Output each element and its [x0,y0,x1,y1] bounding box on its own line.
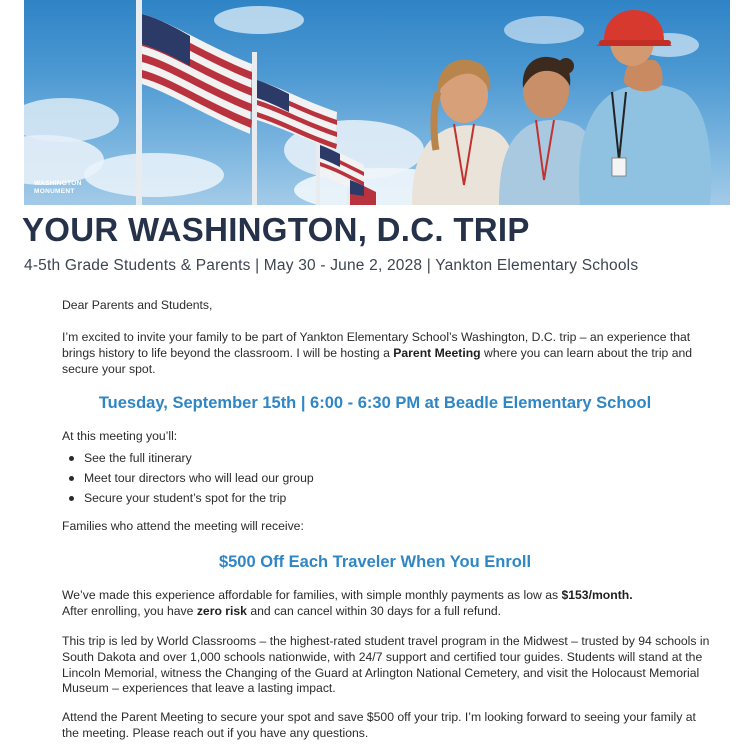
hero-photo [24,0,730,205]
payment-text-a: We’ve made this experience affordable for families, with simple monthly payments as low as [62,588,562,602]
program-paragraph: This trip is led by World Classrooms – the highest-rated student travel program in the Midwest – trusted by 94 schools in South Dakota and over 1,000 schools nationwide, with 24/7 support and certified tour guides. Students will stand at the Lincoln Memorial, witness the Changing of the Guard at Arlington National Cemetery, and visit the Holocaust Memorial Museum – experiences that leave a lasting impact. [62,634,710,696]
hero-caption-line1: WASHINGTON [34,180,82,187]
flags-and-students-illustration [24,0,730,205]
letter-intro [62,330,712,377]
letter-greeting: Dear Parents and Students, [62,298,213,312]
bullet-item: Secure your student’s spot for the trip [64,488,314,508]
payment-text-c: and can cancel within 30 days for a full refund. [246,603,502,618]
meeting-highlight: Tuesday, September 15th | 6:00 - 6:30 PM at Beadle Elementary School [98,394,652,412]
offer-highlight: $500 Off Each Traveler When You Enroll [218,553,532,571]
payment-paragraph [62,588,712,620]
bullet-item: See the full itinerary [64,448,314,468]
intro-text-a: I’m excited to invite your family to be part of Yankton Elementary School’s Washington, D.C. trip – an experience that brings history to life beyond the classroom. I will be hosting a [62,330,691,360]
hero-caption [34,180,82,195]
intro-text-b: where you can learn about the trip and secure your spot. [62,345,693,376]
hero-caption-line2: MONUMENT [34,187,75,195]
attend-lead: Families who attend the meeting will receive: [62,519,304,533]
meeting-bullet-list [64,448,314,509]
payment-text-b: After enrolling, you have [62,603,197,618]
closing-paragraph: Attend the Parent Meeting to secure your spot and save $500 off your trip. I’m looking forward to seeing your family at the meeting. Please reach out if you have any questions. [62,710,696,740]
payment-amount: $153/month. [561,588,633,602]
meeting-lead: At this meeting you’ll: [62,429,178,443]
page-subtitle: 4-5th Grade Students & Parents | May 30 - June 2, 2028 | Yankton Elementary Schools [24,257,639,274]
page-title: YOUR WASHINGTON, D.C. TRIP [22,211,530,248]
zero-risk: zero risk [196,603,247,618]
intro-parent-meeting: Parent Meeting [393,345,481,360]
bullet-item: Meet tour directors who will lead our group [64,468,314,488]
